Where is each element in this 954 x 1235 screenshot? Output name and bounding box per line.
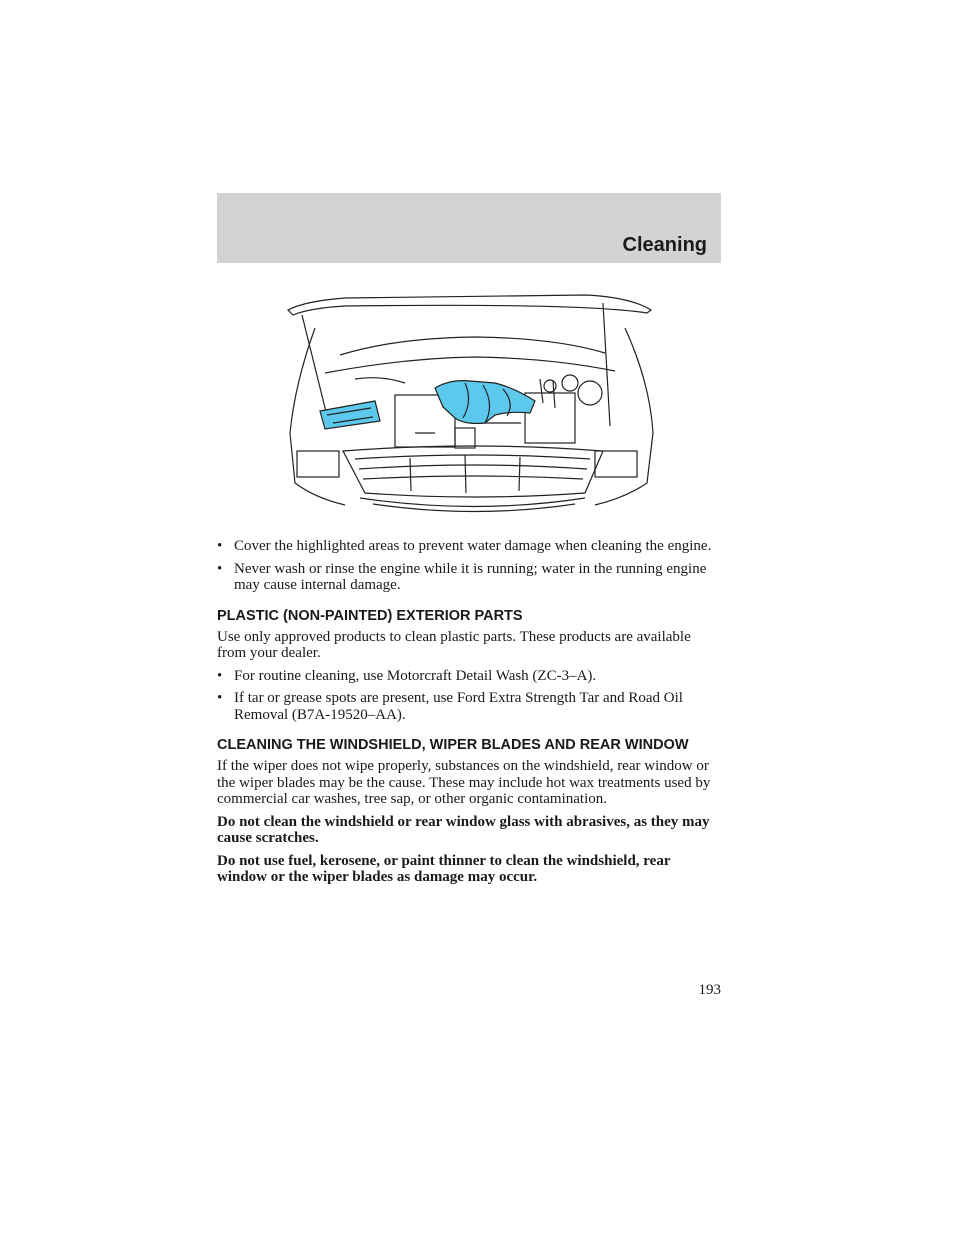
- highlighted-air-intake: [435, 381, 535, 424]
- page-body: [217, 538, 721, 892]
- page-number: 193: [698, 982, 721, 998]
- plastic-bullet-list: [217, 668, 721, 724]
- list-item: [217, 538, 721, 555]
- bullet-icon: •: [217, 667, 223, 684]
- hood-outline: [288, 295, 651, 315]
- page-title: Cleaning: [622, 234, 707, 256]
- bumper: [360, 498, 585, 507]
- bullet-text: If tar or grease spots are present, use Ford Extra Strength Tar and Road Oil Removal (B7A-19520–AA).: [234, 690, 683, 723]
- plastic-intro: Use only approved products to clean plastic parts. These products are available from your dealer.: [217, 628, 691, 661]
- windshield-warning-abrasives: Do not clean the windshield or rear window glass with abrasives, as they may cause scratches.: [217, 813, 710, 846]
- header-band: [217, 193, 721, 263]
- bullet-text: For routine cleaning, use Motorcraft Detail Wash (ZC-3–A).: [234, 667, 597, 684]
- grille: [343, 446, 603, 497]
- engine-bullet-list: [217, 538, 721, 594]
- windshield-intro: If the wiper does not wipe properly, substances on the windshield, rear window or the wiper blades may be the cause. These may include hot wax treatments used by commercial car washes, tree sap, or other organic contamination.: [217, 758, 711, 807]
- windshield-warning-solvents: Do not use fuel, kerosene, or paint thinner to clean the windshield, rear window or the wiper blades as damage may occur.: [217, 852, 671, 885]
- list-item: [217, 668, 721, 685]
- section-heading-windshield: CLEANING THE WINDSHIELD, WIPER BLADES AND REAR WINDOW: [217, 737, 689, 753]
- headlight-left: [297, 451, 339, 477]
- hood-strut-right: [603, 303, 610, 426]
- bullet-icon: •: [217, 560, 223, 577]
- bullet-icon: •: [217, 538, 223, 554]
- bullet-text: Cover the highlighted areas to prevent water damage when cleaning the engine.: [234, 538, 712, 554]
- fender-right: [595, 328, 653, 505]
- list-item: [217, 561, 721, 594]
- list-item: [217, 690, 721, 723]
- section-heading-plastic: PLASTIC (NON-PAINTED) EXTERIOR PARTS: [217, 607, 523, 624]
- bullet-text: Never wash or rinse the engine while it is running; water in the running engine may cause internal damage.: [234, 560, 707, 593]
- engine-compartment-illustration: [285, 283, 657, 523]
- bullet-icon: •: [217, 690, 223, 706]
